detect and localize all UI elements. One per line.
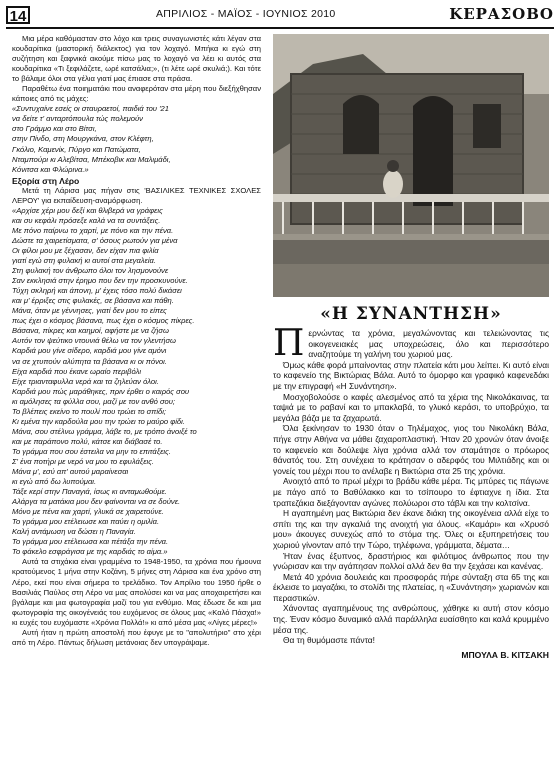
right-column xyxy=(273,34,549,660)
poem-line: Σ' ένα ποτήρι με νερό να μου το εφυλάξεις. xyxy=(12,456,155,466)
right-paragraph-9: Χάνοντας αγαπημένους της ανθρώπους, χάθηκε κι αυτή στον κόσμο της. Έναν κόσμο δυναμικό αλλά παράλληλα ευαίσθητο και καλά κρυμμένο μέσα της. xyxy=(273,603,549,635)
poem-line: Το φάκελο εσφράγισα με της καρδιάς το αίμα.» xyxy=(12,547,168,557)
cafe-photo xyxy=(273,34,549,297)
photo-illustration xyxy=(273,34,549,297)
poem-line: Μάνα, σου στέλνω γράμμα, λάβε το, με τρόπο άνοιξέ το xyxy=(12,426,197,436)
poem-line: Το γράμμα μου ετέλειωσα και πέτάξα την πένα. xyxy=(12,537,169,547)
article-title: «Η ΣΥΝΑΝΤΗΣΗ» xyxy=(320,304,502,324)
poem-line: Μάνα, όταν με γέννησες, γιατί δεν μου το είπες xyxy=(12,306,167,316)
drop-cap: Π xyxy=(273,323,305,365)
poem-line: Αλάργα τα ματάκια μου δεν φαίνονται να σε δούνε. xyxy=(12,497,181,507)
article-body xyxy=(273,323,549,660)
left-paragraph-4: Αυτά τα στιχάκια είναι γραμμένα το 1948-1950, τα χρόνια που ήμουνα κρατούμενος 1 μήνα στην Κοζάνη, 5 μήνες στη Λάρισα και ένα χρόνο στη Λέρο, εκεί που είναι σήμερα το τρελάδικο. Τον Απρίλιο του 1950 ήρθε ο Βασιλιάς Παύλος στη Λέρο να μας απολύσει και να μας αποχαιρετήσει και βγάλαμε και μια φωτογραφία μαζί του για ενθύμιο. Μας έδωσε δε και μια φωτογραφία της οικογένειάς του ευχόμενος σε όλους μας «Καλό Πάσχα!» κι ευχές του ευχόμαστε «Χρόνια Πολλά!» κι από μέσα μας «Λίγες μέρες!» xyxy=(12,557,261,627)
right-paragraph-2: Όμως κάθε φορά μπαίνοντας στην πλατεία κάτι μου λείπει. Κι αυτό είναι το καφενείο της Βικτώριας Βάλα. Αυτό το όμορφο και γραφικό καφενεδάκι με την επιγραφή «Η Συνάντηση». xyxy=(273,359,549,392)
poem-line: Μόνο με πένα και χαρτί, γλυκά σε χαιρετούνε. xyxy=(12,507,164,517)
poem-line: Τάξε κερί στην Παναγιά, ίσως κι ανταμωθούμε. xyxy=(12,487,167,497)
masthead: ΚΕΡΑΣΟΒΟ xyxy=(449,5,554,23)
poem-line: να δείτε τ' ανταρτόπουλα τώς πολεμούν xyxy=(12,114,143,124)
poem-line: κι εγώ από δω λυπούμαι. xyxy=(12,477,97,487)
poem-line: Καλή αντάμωση να δώσει η Παναγία. xyxy=(12,527,136,537)
poem-line: Καρδιά μου πώς μαράθηκες, πριν έρθει ο καιρός σου xyxy=(12,386,190,396)
right-paragraph-4: Όλα ξεκίνησαν το 1930 όταν ο Τηλέμαχος, γιος του Νικολάκη Βάλα, πήγε στην Αθήνα να μάθει ζαχαροπλαστική. Ήταν 20 χρονών όταν άνοιξε το καφενείο και δούλεψε λίγα χρόνια αλλά τον σταμάτησε ο πρόωρος θάνατός του. Στη συνέχεια το κράτησαν ο αδερφός του Μιλτιάδης και οι γονείς του μέχρι που το ανέλαβε η Βικτώρια στα 25 της χρόνια. xyxy=(273,423,549,476)
poem-line: Το βλέπεις εκείνο το πουλί που τρώει το σπίδι; xyxy=(12,406,167,416)
right-paragraph-6: Η αγαπημένη μας Βικτώρια δεν έκανε διάκη της οικογένεια αλλά είχε το σπίτι της και την αγκαλιά της ανοιχτή για όλους. «Καμάρι» και «Χρυσό μου» άκουγες συνεχώς από το στόμα της. Όλες οι εξυπηρετήσεις του χωριού γίνονταν από την Τώρο, τηλέφωνα, γράμματα, δέματα… xyxy=(273,508,549,550)
left-paragraph-2: Παραθέτω ένα ποιηματάκι που αναφερόταν στα μέρη που διεξήχθησαν κάποιες από τις μάχες: xyxy=(12,84,261,104)
poem-line: Το γράμμα που σου έστειλα να μην το επιτάξεις. xyxy=(12,446,171,456)
poem-line: Βάσανα, πίκρες και καημοί, αφήστε με να ζήσω xyxy=(12,326,169,336)
header-rule xyxy=(6,27,554,29)
poem-line: Σαν εκκλησιά στην έρημο που δεν την προσκυνούνε. xyxy=(12,276,188,286)
poem-line: Μάνα μ', εσύ απ' αυτού μαραίνεσαι xyxy=(12,467,129,477)
poem-line: «Αρχίσε χέρι μου δεξί και θλιβερά να γράφεις xyxy=(12,205,163,215)
issue-date: ΑΠΡΙΛΙΟΣ - ΜΑΪΟΣ - ΙΟΥΝΙΟΣ 2010 xyxy=(156,8,336,20)
right-paragraph-3: Μοσχοβολούσε ο καφές αλεσμένος από τα χέρια της Νικολάκαινας, τα ταψιά με το ραβανί και το μπακλαβά, το γλυκό κεράσι, το υποβρύχιο, τα μεγάλα βάζα με τα ζαχαρωτά. xyxy=(273,391,549,423)
poem-line: Καρδιά μου γίνε σίδερο, καρδιά μου γίνε αμόνι xyxy=(12,346,167,356)
poem-letter xyxy=(12,206,261,558)
right-paragraph-10: Θα τη θυμόμαστε πάντα! xyxy=(283,635,375,646)
page-number: 14 xyxy=(6,6,30,24)
poem-line: Γκόλιο, Καμενίκ, Πύργο και Πατώματα, xyxy=(12,144,141,154)
poem-line: Με πόνο παίρνω το χαρτί, με πόνο και την πένα. xyxy=(12,225,174,235)
poem-line: Είχε τριανταφυλλα νερά και τα ζηλεύαν όλοι. xyxy=(12,376,159,386)
poem-line: Κι εμένα την καρδούλα μου την τρώει το μαύρο φίδι. xyxy=(12,416,185,426)
poem-line: Οι φίλοι μου με ξέχασαν, δεν είχαν πια φιλία xyxy=(12,245,159,255)
poem-line: πως έχει ο κόσμος βάσανα, πως έχει ο κόσμος πίκρες. xyxy=(12,316,195,326)
poem-line: στο Γράμμο και στο Βίτσι, xyxy=(12,124,97,134)
poem-line: Στη φυλακή τον άνθρωπο όλοι τον λησμονούνε xyxy=(12,266,169,276)
author-signature: ΜΠΟΥΛΑ Β. ΚΙΤΣΑΚΗ xyxy=(461,649,549,660)
poem-line: Τύχη σκληρή και άπονη, μ' έχεις τόσο πολύ δικάσει xyxy=(12,286,182,296)
right-paragraph-7: Ήταν ένας έξυπνος, δραστήριος και φιλότιμος άνθρωπος που την γνώρισαν και την αγάπησαν πολλοί αλλά δεν θα την ξεχάσει και κανένας. xyxy=(273,550,549,572)
poem-battles xyxy=(12,104,261,174)
poem-line: και μ' έρριξες στις φυλακές, σε βάσανα και πάθη. xyxy=(12,296,174,306)
poem-line: Δώστε τα χαιρετίσματα, σ' όσους ρωτούν για μένα xyxy=(12,235,178,245)
poem-line: και συ κεφάλι πρόσεξε καλά να τα συντάξεις. xyxy=(12,215,161,225)
poem-line: και με παράπονο πολύ, κάτσε και διάβασέ το. xyxy=(12,436,163,446)
left-column xyxy=(12,34,261,648)
poem-line: Αυτόν τον ψεύτικο ντουνιά θέλω να τον γλεντήσω xyxy=(12,336,176,346)
poem-line: Κόνιτσα και Φλώρινα.» xyxy=(12,164,89,174)
poem-line: Είχα καρδιά που έκανε ωραίο περιβόλι xyxy=(12,366,142,376)
right-paragraph-1: ερνώντας τα χρόνια, μεγαλώνοντας και τελειώνοντας τις οικογενειακές μας υποχρεώσεις, όλο και περισσότερο αναζητούμε τη γαλήνη του χωριού μας. xyxy=(308,328,549,360)
section-heading: Εξορία στη Λέρο xyxy=(12,175,80,186)
poem-line: Το γράμμα μου ετέλειωσε και παύει η ομιλία. xyxy=(12,517,160,527)
poem-line: κι αμόλησες τα φύλλα σου, μαζί με τον ανθό σου; xyxy=(12,396,176,406)
poem-line: γιατί εγώ στη φυλακή κι αυτοί στα μεγαλεία. xyxy=(12,256,156,266)
page-header xyxy=(6,6,554,26)
poem-line: Νταμπούρι κι Αλεβίτσα, Μπέκοβικ και Μαλιμάδι, xyxy=(12,154,171,164)
left-paragraph-3: Μετά τη Λάρισα μας πήγαν στις 'ΒΑΣΙΛΙΚΕΣ ΤΕΧΝΙΚΕΣ ΣΧΟΛΕΣ ΛΕΡΟΥ' για εκπαίδευση-αναμόρφωση. xyxy=(12,185,261,205)
poem-line: στην Πίνδο, στη Μουργκάνα, στον Κλέφτη, xyxy=(12,134,154,144)
right-paragraph-8: Μετά 40 χρόνια δουλειάς και προσφοράς πήρε σύνταξη στα 65 της και έκλεισε το μαγαζάκι, το στολίδι της πλατείας, η «Συνάντηση» χωριανών και περαστικών. xyxy=(273,571,549,603)
right-paragraph-5: Ανοιχτό από το πρωί μέχρι το βράδυ κάθε μέρα. Τις μπύρες τις πάγωνε με πάγο από το Βαθύλακκο και το τσίπουρο το έφτιαχνε η ίδια. Στα τραπεζάκια διεξάγονταν αγώνες πολύωροι στο τάβλι και την κολτσίνα. xyxy=(273,476,549,508)
left-paragraph-1: Μια μέρα καθόμασταν στο λόχο και τρεις συναγωνιστές κάτι λέγαν στα κουδαρίτικα (μαστορική διάλεκτος) για τον λοχαγό. Μπήκα κι εγώ στη συζήτηση και ξαφνικά ακούμε πίσω μας το λοχαγό να λέει κι αυτός στα κουδαρίτικα «Τι ξεφιλάζετε, ωρέ κατσάλια;», (τι λέτε ωρέ σκυλιά;). Και τότε το βάλαμε όλοι στα γέλια γιατί μας έπιασε στα πράσα. xyxy=(12,34,261,84)
poem-line: να σε χτυπούν αλύπητα τα βάσανα κι οι πόνοι. xyxy=(12,356,167,366)
left-paragraph-5: Αυτή ήταν η πρώτη αποστολή που έφυγε με το "απολυτήριο" στο χέρι από τη Λέρο. Πάντως δήλωση μετάνοιας δεν υπογράψαμε. xyxy=(12,627,261,647)
poem-line: «Συντυχαίνε εσείς οι σταυραετοί, παιδιά του '21 xyxy=(12,104,169,114)
